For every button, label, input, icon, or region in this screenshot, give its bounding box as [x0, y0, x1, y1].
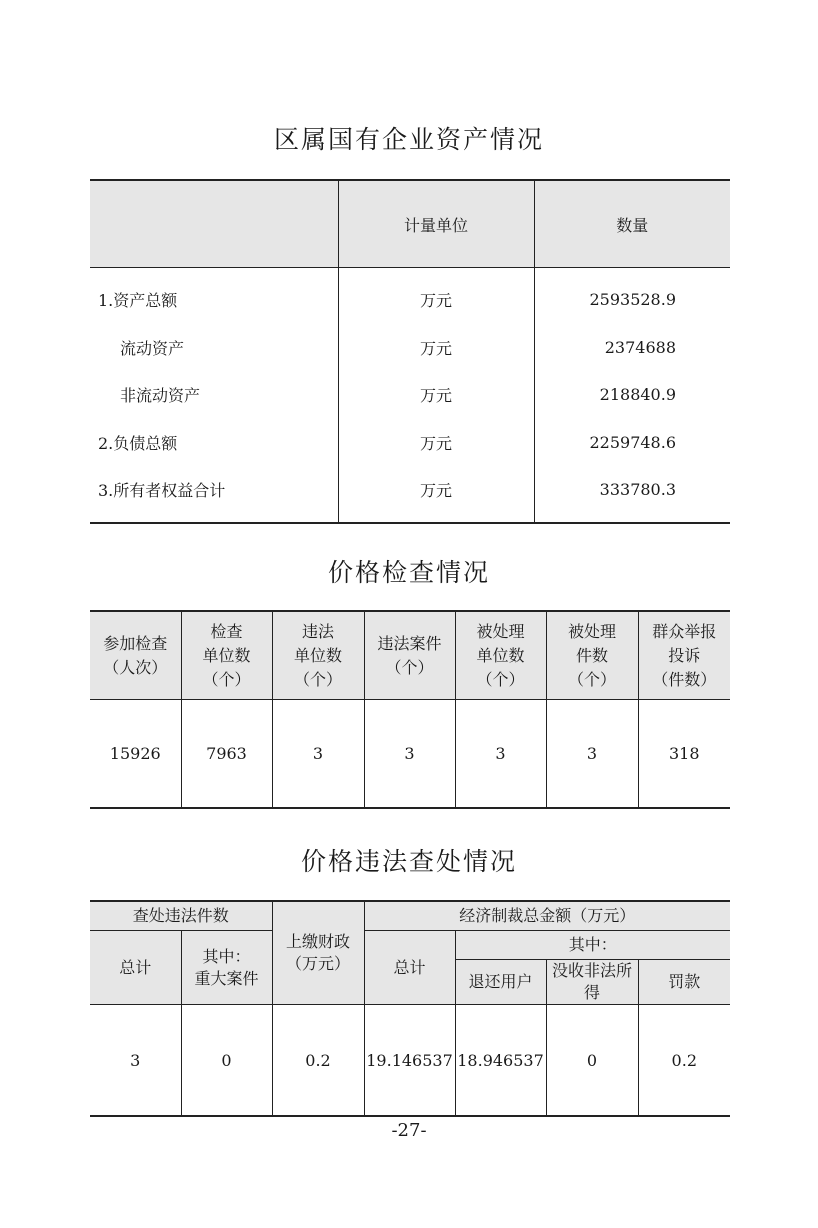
- section3-title: 价格违法查处情况: [300, 847, 517, 876]
- row-unit: 万元: [338, 419, 534, 467]
- value-refund: 18.946537: [455, 1005, 546, 1117]
- header-inspected-units: 检查 单位数 （个）: [181, 611, 272, 700]
- violation-header-row-2: [90, 931, 730, 960]
- header-treasury: 上缴财政 （万元）: [272, 901, 364, 1005]
- row-item: 1.资产总额: [98, 291, 178, 311]
- table-row: [90, 371, 730, 419]
- header-confiscate: 没收非法所得: [546, 960, 638, 1005]
- value-processed-units: 3: [455, 700, 546, 809]
- row-item: 3.所有者权益合计: [98, 481, 226, 501]
- header-processed-units: 被处理 单位数 （个）: [455, 611, 546, 700]
- table-row: [90, 700, 730, 809]
- value-confiscate: 0: [546, 1005, 638, 1117]
- section2-title: 价格检查情况: [327, 558, 490, 587]
- value-inspected-units: 7963: [181, 700, 272, 809]
- value-cases-total: 3: [90, 1005, 181, 1117]
- assets-header-item: [90, 180, 338, 268]
- row-unit: 万元: [338, 371, 534, 419]
- header-sanction-group: 经济制裁总金额（万元）: [364, 901, 730, 931]
- header-processed-cases: 被处理 件数 （个）: [546, 611, 638, 700]
- value-processed-cases: 3: [546, 700, 638, 809]
- header-violating-units: 违法 单位数 （个）: [272, 611, 364, 700]
- section1-title: 区属国有企业资产情况: [273, 125, 544, 154]
- row-qty: 2593528.9: [534, 268, 730, 324]
- header-sanction-of-which: 其中：: [455, 931, 730, 960]
- header-participants: 参加检查 （人次）: [90, 611, 181, 700]
- table-row: [90, 419, 730, 467]
- table-row: [90, 1005, 730, 1117]
- header-major-cases: 其中： 重大案件: [181, 931, 272, 1005]
- header-fine: 罚款: [638, 960, 730, 1005]
- value-violation-cases: 3: [364, 700, 455, 809]
- assets-header-qty: 数量: [534, 180, 730, 268]
- page-number: -27-: [391, 1120, 427, 1141]
- row-unit: 万元: [338, 268, 534, 324]
- row-qty: 2374688: [534, 324, 730, 372]
- row-item: 非流动资产: [120, 386, 201, 406]
- value-violating-units: 3: [272, 700, 364, 809]
- assets-table: [90, 179, 730, 524]
- row-item: 2.负债总额: [98, 433, 178, 453]
- price-violation-table: [90, 900, 730, 1117]
- header-cases-total: 总计: [90, 931, 181, 1005]
- value-fine: 0.2: [638, 1005, 730, 1117]
- header-sanction-total: 总计: [364, 931, 455, 1005]
- value-participants: 15926: [109, 744, 161, 763]
- value-sanction-total: 19.146537: [364, 1005, 455, 1117]
- header-refund: 退还用户: [455, 960, 546, 1005]
- inspection-header-row: [90, 611, 730, 700]
- violation-header-row-1: [90, 901, 730, 931]
- assets-header-unit: 计量单位: [338, 180, 534, 268]
- row-unit: 万元: [338, 324, 534, 372]
- row-item: 流动资产: [120, 338, 185, 358]
- header-public-complaints: 群众举报 投诉 （件数）: [638, 611, 730, 700]
- row-qty: 218840.9: [534, 371, 730, 419]
- value-public-complaints: 318: [638, 700, 730, 809]
- table-row: [90, 466, 730, 523]
- row-qty: 2259748.6: [534, 419, 730, 467]
- price-inspection-table: [90, 610, 730, 809]
- value-treasury: 0.2: [272, 1005, 364, 1117]
- assets-header-row: [90, 180, 730, 268]
- row-unit: 万元: [338, 466, 534, 523]
- row-qty: 333780.3: [534, 466, 730, 523]
- header-cases-group: 查处违法件数: [90, 901, 272, 931]
- value-major-cases: 0: [181, 1005, 272, 1117]
- header-violation-cases: 违法案件 （个）: [364, 611, 455, 700]
- table-row: [90, 268, 730, 324]
- table-row: [90, 324, 730, 372]
